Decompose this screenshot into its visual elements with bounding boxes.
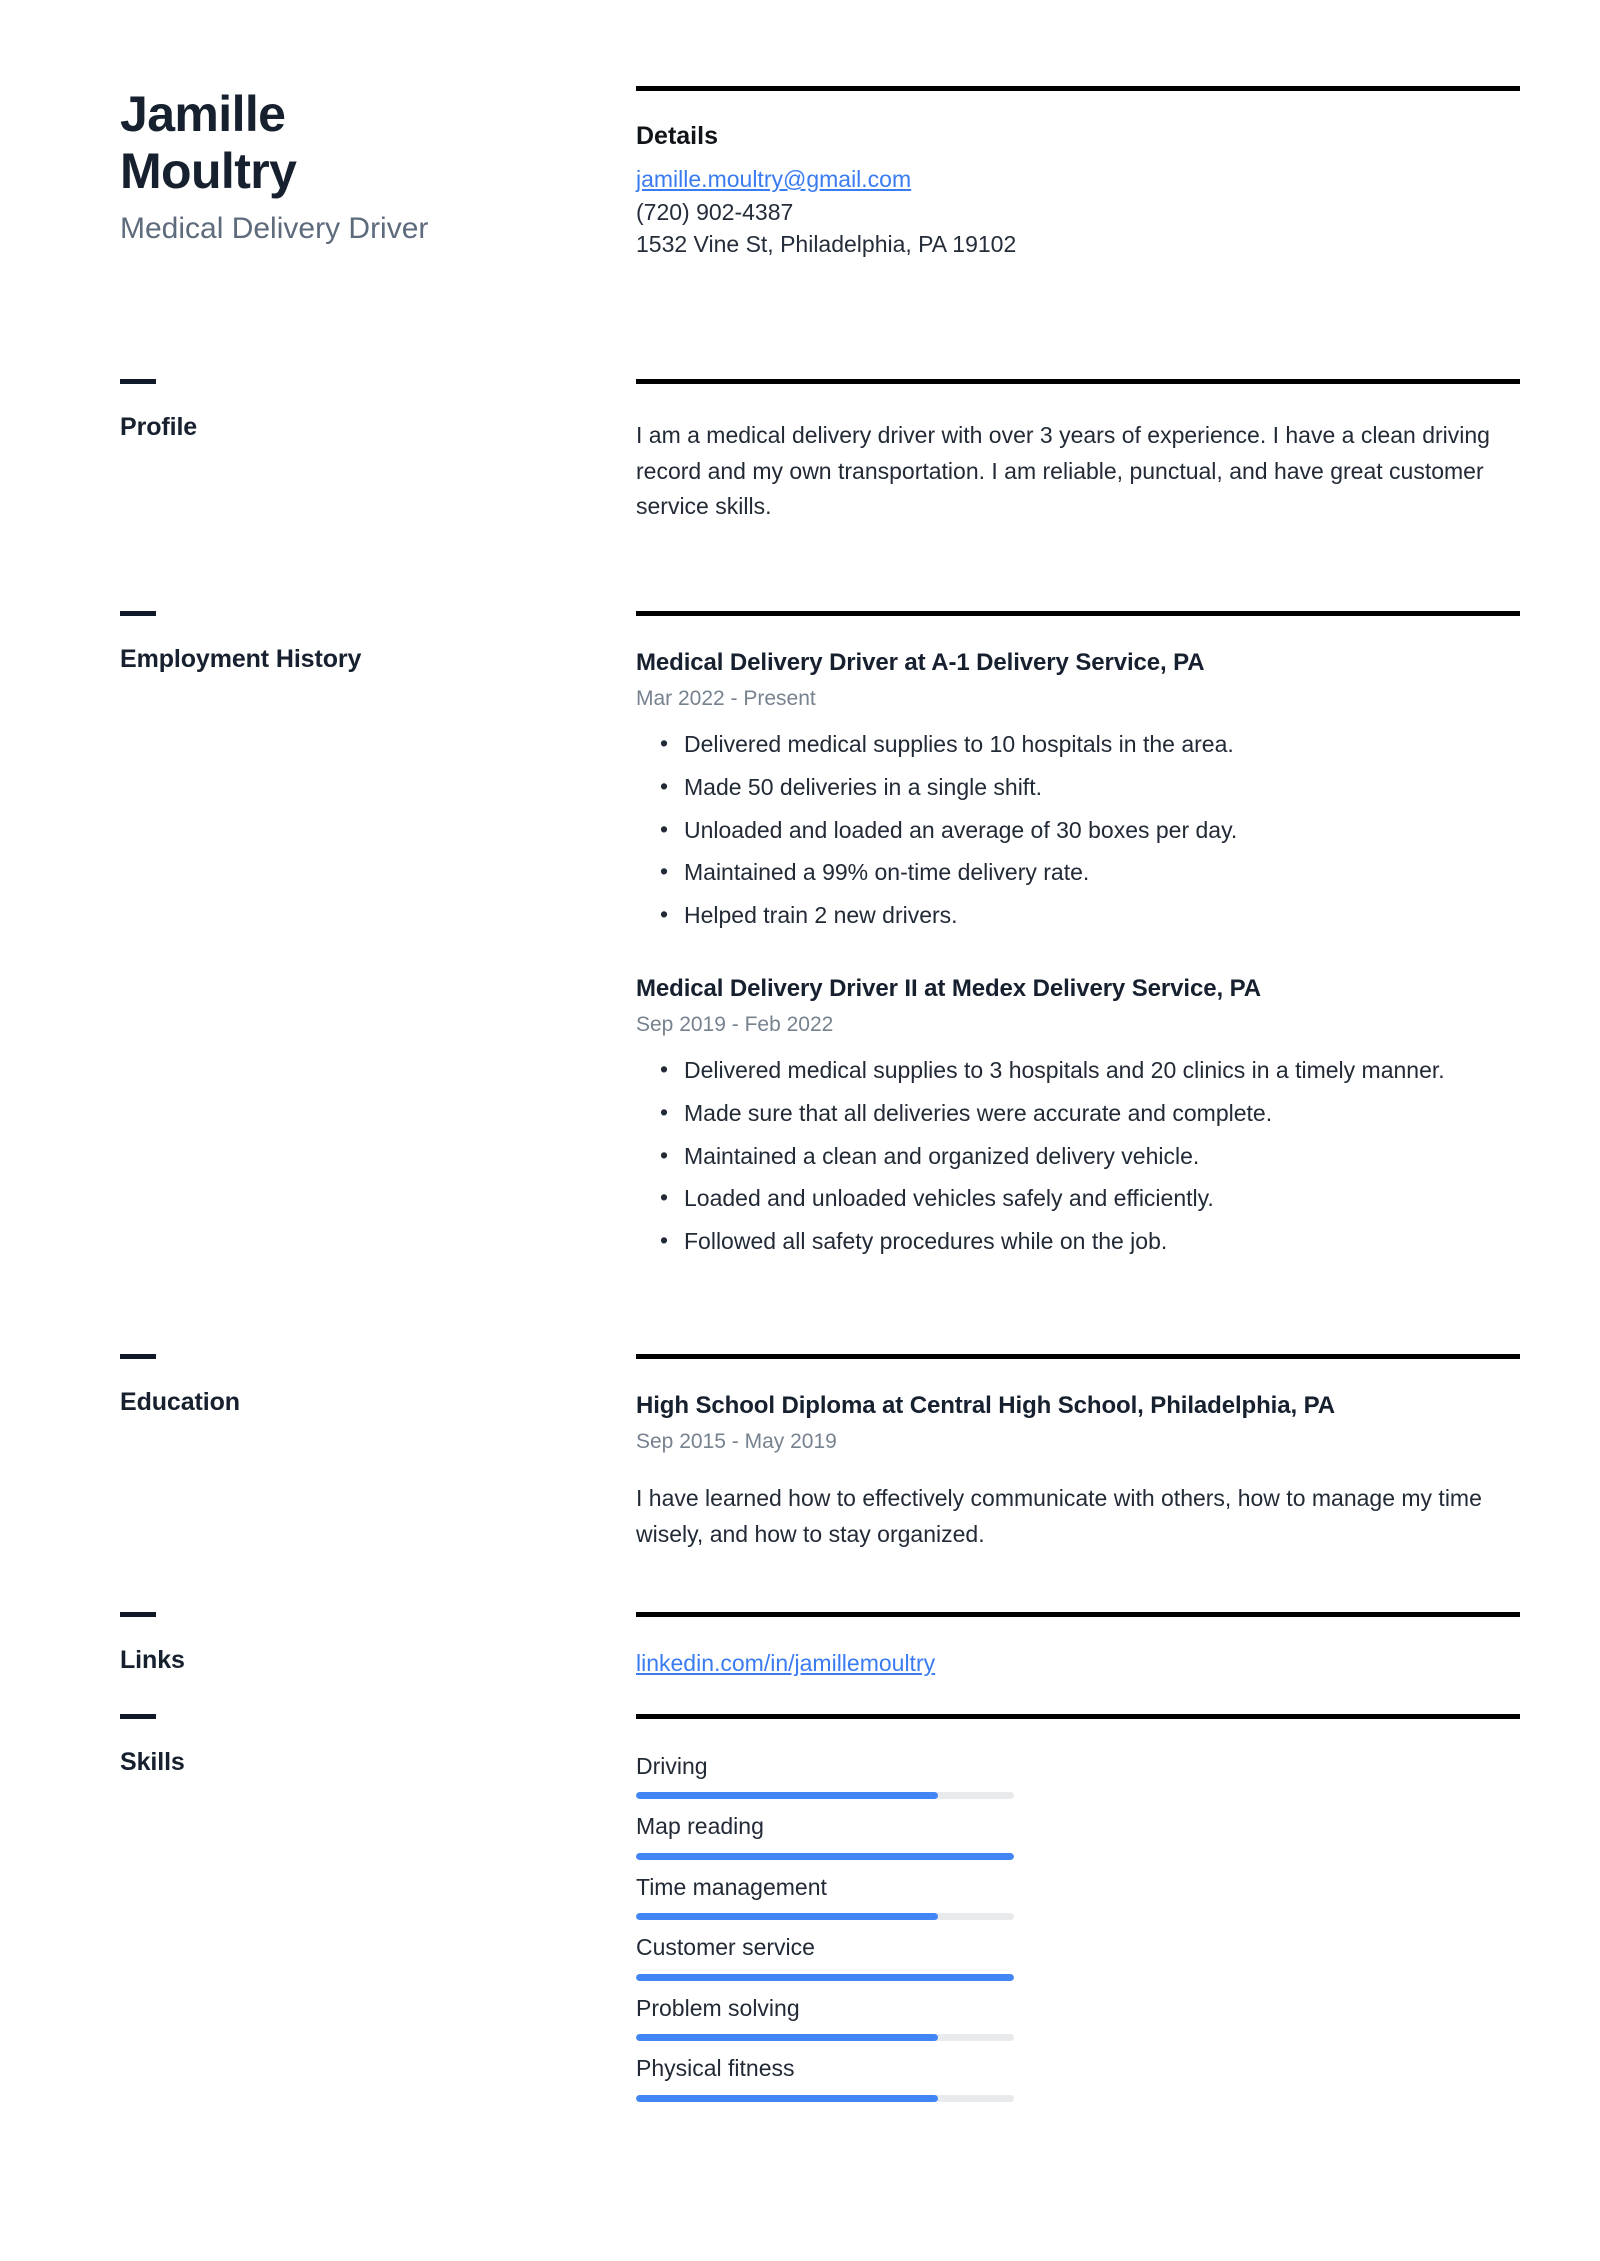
job-title: Medical Delivery Driver [120,212,429,245]
education-content [636,1354,1520,1552]
page-title: Jamille Moultry [120,86,297,199]
list-item: • Made sure that all deliveries were accurate and complete. [682,1097,1482,1131]
section-dash-icon [120,379,156,384]
email-link[interactable]: jamille.moultry@gmail.com [636,166,912,192]
skill-progress-fill [636,1792,938,1799]
profile-content [636,379,1520,525]
section-dash-icon [120,611,156,616]
skills-heading: Skills [120,1747,185,1776]
section-dash-icon [120,1354,156,1359]
skills-section [0,1714,1600,2112]
job-date-text: Sep 2019 - Feb 2022 [636,1012,834,1036]
section-dash-icon [120,1612,156,1617]
skill-label: Driving [636,1752,708,1779]
links-sidebar [120,1612,636,1680]
header-section [0,0,1600,261]
details-heading: Details [636,122,718,150]
links-section [0,1612,1600,1680]
profile-section [0,379,1600,525]
skill-item [636,1991,1520,2042]
skill-progress-fill [636,1974,1014,1981]
profile-text: I am a medical delivery driver with over 3 years of experience. I have a clean driving record and my own transportation. I am reliable, punctual, and have great customer service skills. [636,421,1490,520]
skill-progress-track [636,1913,1014,1920]
education-description: I have learned how to effectively communicate with others, how to manage my time wisely, and how to stay organized. [636,1484,1482,1547]
address-text: 1532 Vine St, Philadelphia, PA 19102 [636,231,1017,258]
skill-item [636,1870,1520,1921]
skill-item [636,1749,1520,1800]
list-item: • Unloaded and loaded an average of 30 boxes per day. [682,814,1482,848]
education-section [0,1354,1600,1552]
list-item: • Delivered medical supplies to 3 hospitals and 20 clinics in a timely manner. [682,1054,1482,1088]
skill-label: Problem solving [636,1994,800,2021]
education-heading: Education [120,1387,240,1416]
list-item: • Followed all safety procedures while on the job. [682,1225,1482,1259]
employment-heading: Employment History [120,644,362,673]
job-bullet-list [636,728,1520,933]
skill-progress-track [636,1974,1014,1981]
job-bullet-list [636,1054,1520,1259]
links-heading: Links [120,1646,185,1675]
list-item: • Delivered medical supplies to 10 hospitals in the area. [682,728,1482,762]
skill-item [636,2051,1520,2102]
degree-date-text: Sep 2015 - May 2019 [636,1429,837,1453]
employment-section [0,611,1600,1268]
employment-sidebar [120,611,636,1268]
list-item: • Helped train 2 new drivers. [682,899,1482,933]
list-item: • Maintained a 99% on-time delivery rate. [682,856,1482,890]
skill-label: Customer service [636,1934,815,1961]
details-block [636,86,1520,261]
skill-progress-fill [636,1853,1014,1860]
job-title-text: Medical Delivery Driver II at Medex Delivery Service, PA [636,974,1261,1002]
employment-content [636,611,1520,1268]
degree-title-text: High School Diploma at Central High School, Philadelphia, PA [636,1391,1335,1419]
profile-sidebar [120,379,636,525]
skills-sidebar [120,1714,636,2112]
linkedin-link[interactable]: linkedin.com/in/jamillemoultry [636,1650,936,1677]
profile-heading: Profile [120,412,198,441]
list-item: • Maintained a clean and organized delivery vehicle. [682,1140,1482,1174]
phone-text: (720) 902-4387 [636,198,794,225]
job-date-text: Mar 2022 - Present [636,686,816,710]
skill-progress-fill [636,1913,938,1920]
skill-progress-fill [636,2095,938,2102]
education-sidebar [120,1354,636,1552]
skill-progress-fill [636,2034,938,2041]
skill-label: Physical fitness [636,2055,795,2082]
employment-entry [636,648,1520,933]
employment-entry [636,974,1520,1259]
skill-item [636,1809,1520,1860]
identity-block [120,86,636,261]
skill-progress-track [636,1853,1014,1860]
skill-progress-track [636,2095,1014,2102]
list-item: • Made 50 deliveries in a single shift. [682,771,1482,805]
skill-progress-track [636,1792,1014,1799]
skill-label: Time management [636,1873,827,1900]
skill-label: Map reading [636,1813,764,1840]
list-item: • Loaded and unloaded vehicles safely and efficiently. [682,1182,1482,1216]
skills-content [636,1714,1520,2112]
skill-item [636,1930,1520,1981]
section-dash-icon [120,1714,156,1719]
skill-progress-track [636,2034,1014,2041]
education-entry [636,1391,1520,1552]
links-content [636,1612,1520,1680]
job-title-text: Medical Delivery Driver at A-1 Delivery Service, PA [636,648,1205,676]
